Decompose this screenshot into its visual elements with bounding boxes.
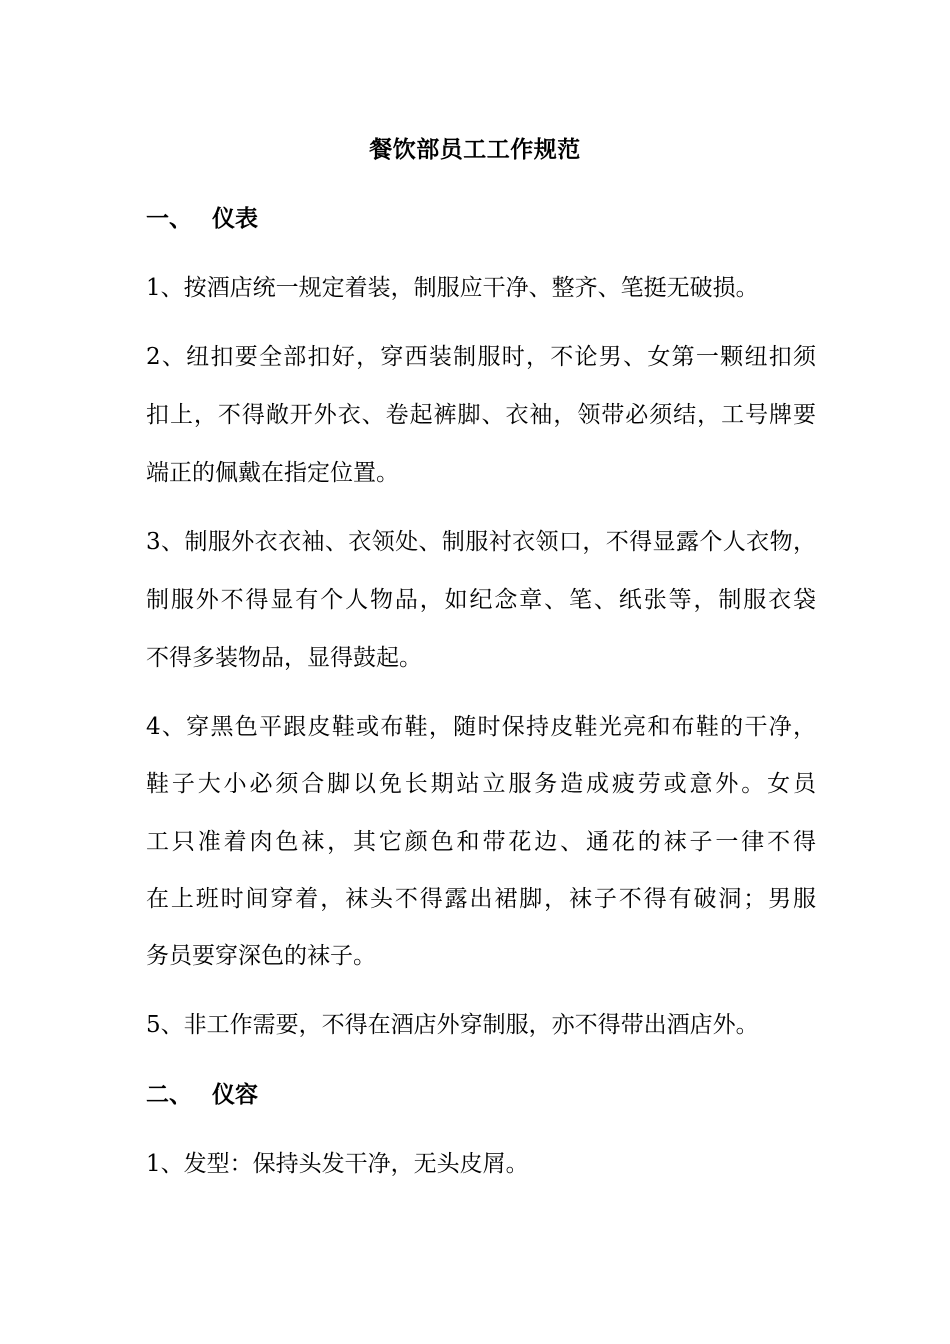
section-number: 二、 [146, 1081, 192, 1108]
paragraph-line: 制服外不得显有个人物品，如纪念章、笔、纸张等，制服衣袋 [146, 587, 816, 613]
section-number: 一、 [146, 205, 192, 232]
section-heading-text: 仪表 [212, 205, 258, 232]
paragraph-line: 鞋子大小必须合脚以免长期站立服务造成疲劳或意外。女员 [146, 771, 816, 797]
paragraph-line: 在上班时间穿着，袜头不得露出裙脚，袜子不得有破洞；男服 [146, 886, 816, 912]
paragraph-line: 1、发型：保持头发干净，无头皮屑。 [146, 1151, 529, 1177]
paragraph-line: 2、纽扣要全部扣好，穿西装制服时，不论男、女第一颗纽扣须 [146, 344, 816, 370]
section-heading-2 [146, 1077, 258, 1113]
section-heading-text: 仪容 [212, 1081, 258, 1108]
paragraph-line: 工只准着肉色袜，其它颜色和带花边、通花的袜子一律不得 [146, 829, 816, 855]
paragraph-line: 务员要穿深色的袜子。 [146, 943, 376, 969]
paragraph-line: 扣上，不得敞开外衣、卷起裤脚、衣袖，领带必须结，工号牌要 [146, 402, 816, 428]
paragraph-line: 1、按酒店统一规定着装，制服应干净、整齐、笔挺无破损。 [146, 275, 759, 301]
document-title: 餐饮部员工工作规范 [369, 136, 581, 163]
paragraph-line: 5、非工作需要，不得在酒店外穿制服，亦不得带出酒店外。 [146, 1012, 759, 1038]
section-heading-1 [146, 201, 258, 237]
paragraph-line: 4、穿黑色平跟皮鞋或布鞋，随时保持皮鞋光亮和布鞋的干净， [146, 714, 816, 740]
paragraph-line: 端正的佩戴在指定位置。 [146, 460, 399, 486]
paragraph-line: 3、制服外衣衣袖、衣领处、制服衬衣领口，不得显露个人衣物， [146, 529, 816, 555]
paragraph-line: 不得多装物品，显得鼓起。 [146, 645, 422, 671]
